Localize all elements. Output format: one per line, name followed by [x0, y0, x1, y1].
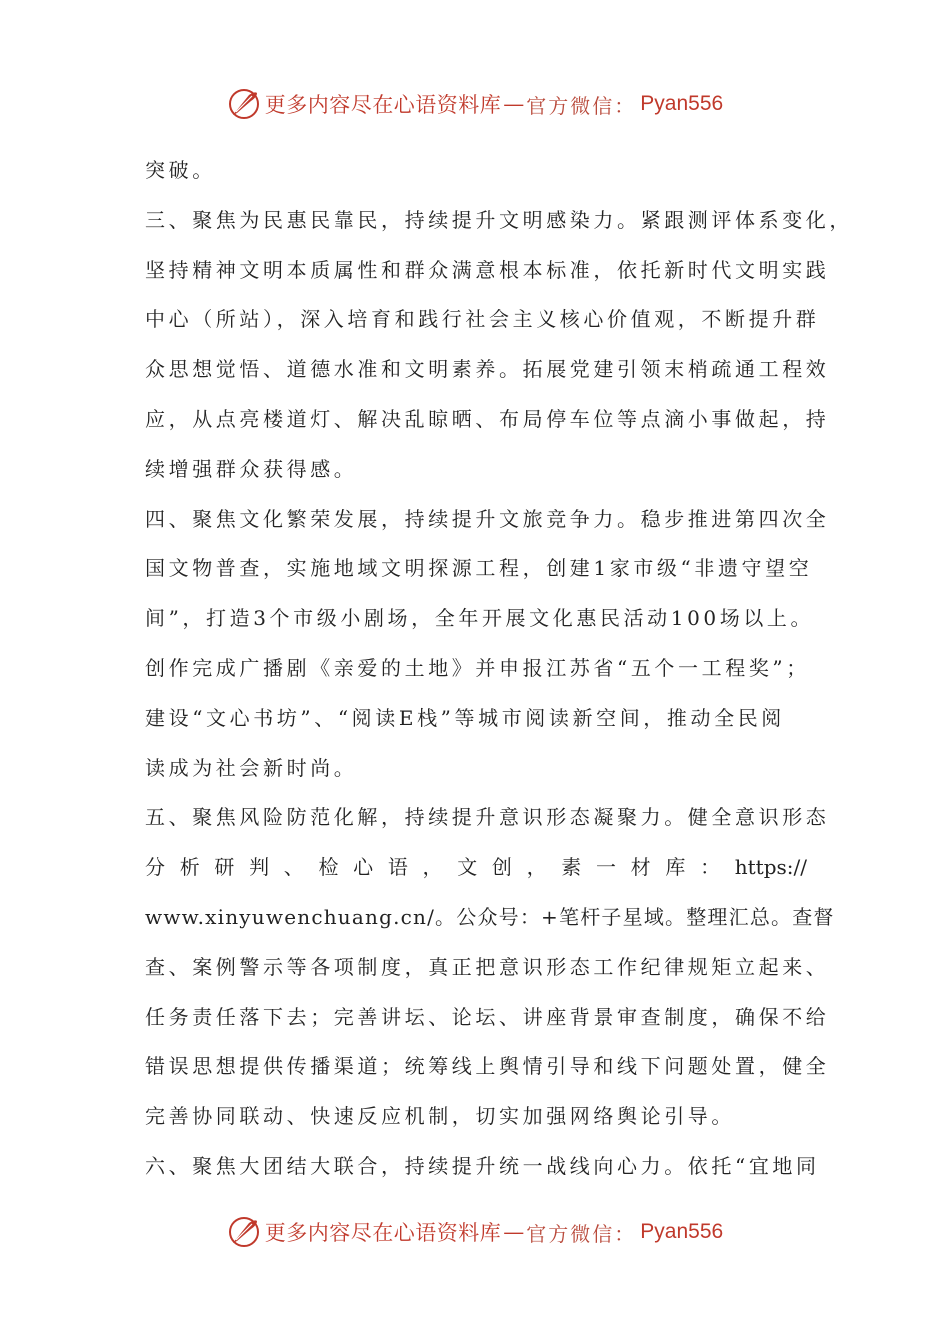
text-line: www.xinyuwenchuang.cn/。公众号：+笔杆子星域。整理汇总。查督: [145, 904, 835, 929]
text-line: 间”，打造3个市级小剧场，全年开展文化惠民活动100场以上。: [145, 606, 815, 631]
document-body: [145, 146, 853, 1192]
text-line: 创作完成广播剧《亲爱的土地》并申报江苏省“五个一工程奖”；: [145, 655, 810, 680]
text-line: 四、聚焦文化繁荣发展，持续提升文旅竞争力。稳步推进第四次全: [145, 506, 830, 531]
text-line: 六、聚焦大团结大联合，持续提升统一战线向心力。依托“宜地同: [145, 1153, 820, 1178]
text-line: 查、案例警示等各项制度，真正把意识形态工作纪律规矩立起来、: [145, 954, 830, 979]
banner-wechat-id: Pyan556: [640, 92, 724, 115]
quill-pen-icon: [227, 87, 261, 121]
text-line: 任务责任落下去；完善讲坛、论坛、讲座背景审查制度，确保不给: [145, 1004, 830, 1029]
text-line: 众思想觉悟、道德水准和文明素养。拓展党建引领末梢疏通工程效: [145, 357, 830, 382]
text-line: 中心（所站），深入培育和践行社会主义核心价值观，不断提升群: [145, 307, 820, 332]
text-line: 分 析 研 判 、 检 心 语 ， 文 创 ， 素 一 材 库 ： https://: [145, 855, 807, 880]
quill-pen-icon: [227, 1215, 261, 1249]
text-line: 错误思想提供传播渠道；统筹线上舆情引导和线下问题处置，健全: [145, 1054, 830, 1079]
text-line: 坚持精神文明本质属性和群众满意根本标准，依托新时代文明实践: [145, 257, 830, 282]
banner-separator: —: [503, 1220, 525, 1244]
text-line: 三、聚焦为民惠民靠民，持续提升文明感染力。紧跟测评体系变化，: [145, 207, 853, 232]
header-banner: [0, 84, 950, 124]
text-line: 国文物普查，实施地域文明探源工程，创建1家市级“非遗守望空: [145, 556, 813, 581]
footer-banner: [0, 1212, 950, 1252]
text-line: 应，从点亮楼道灯、解决乱晾晒、布局停车位等点滴小事做起，持: [145, 406, 830, 431]
banner-official-label: 官方微信：: [526, 93, 637, 118]
text-line: 五、聚焦风险防范化解，持续提升意识形态凝聚力。健全意识形态: [145, 805, 830, 830]
text-line: 完善协同联动、快速反应机制，切实加强网络舆论引导。: [145, 1104, 735, 1129]
text-line: 突破。: [145, 158, 216, 182]
banner-text: 更多内容尽在心语资料库: [264, 93, 502, 117]
banner-wechat-id: Pyan556: [640, 1220, 724, 1243]
text-line: 读成为社会新时尚。: [145, 755, 358, 780]
banner-official-label: 官方微信：: [526, 1221, 637, 1246]
text-line: 续增强群众获得感。: [145, 456, 358, 481]
banner-text: 更多内容尽在心语资料库: [264, 1221, 502, 1245]
text-line: 建设“文心书坊”、“阅读E栈”等城市阅读新空间，推动全民阅: [145, 705, 785, 730]
banner-separator: —: [503, 92, 525, 116]
